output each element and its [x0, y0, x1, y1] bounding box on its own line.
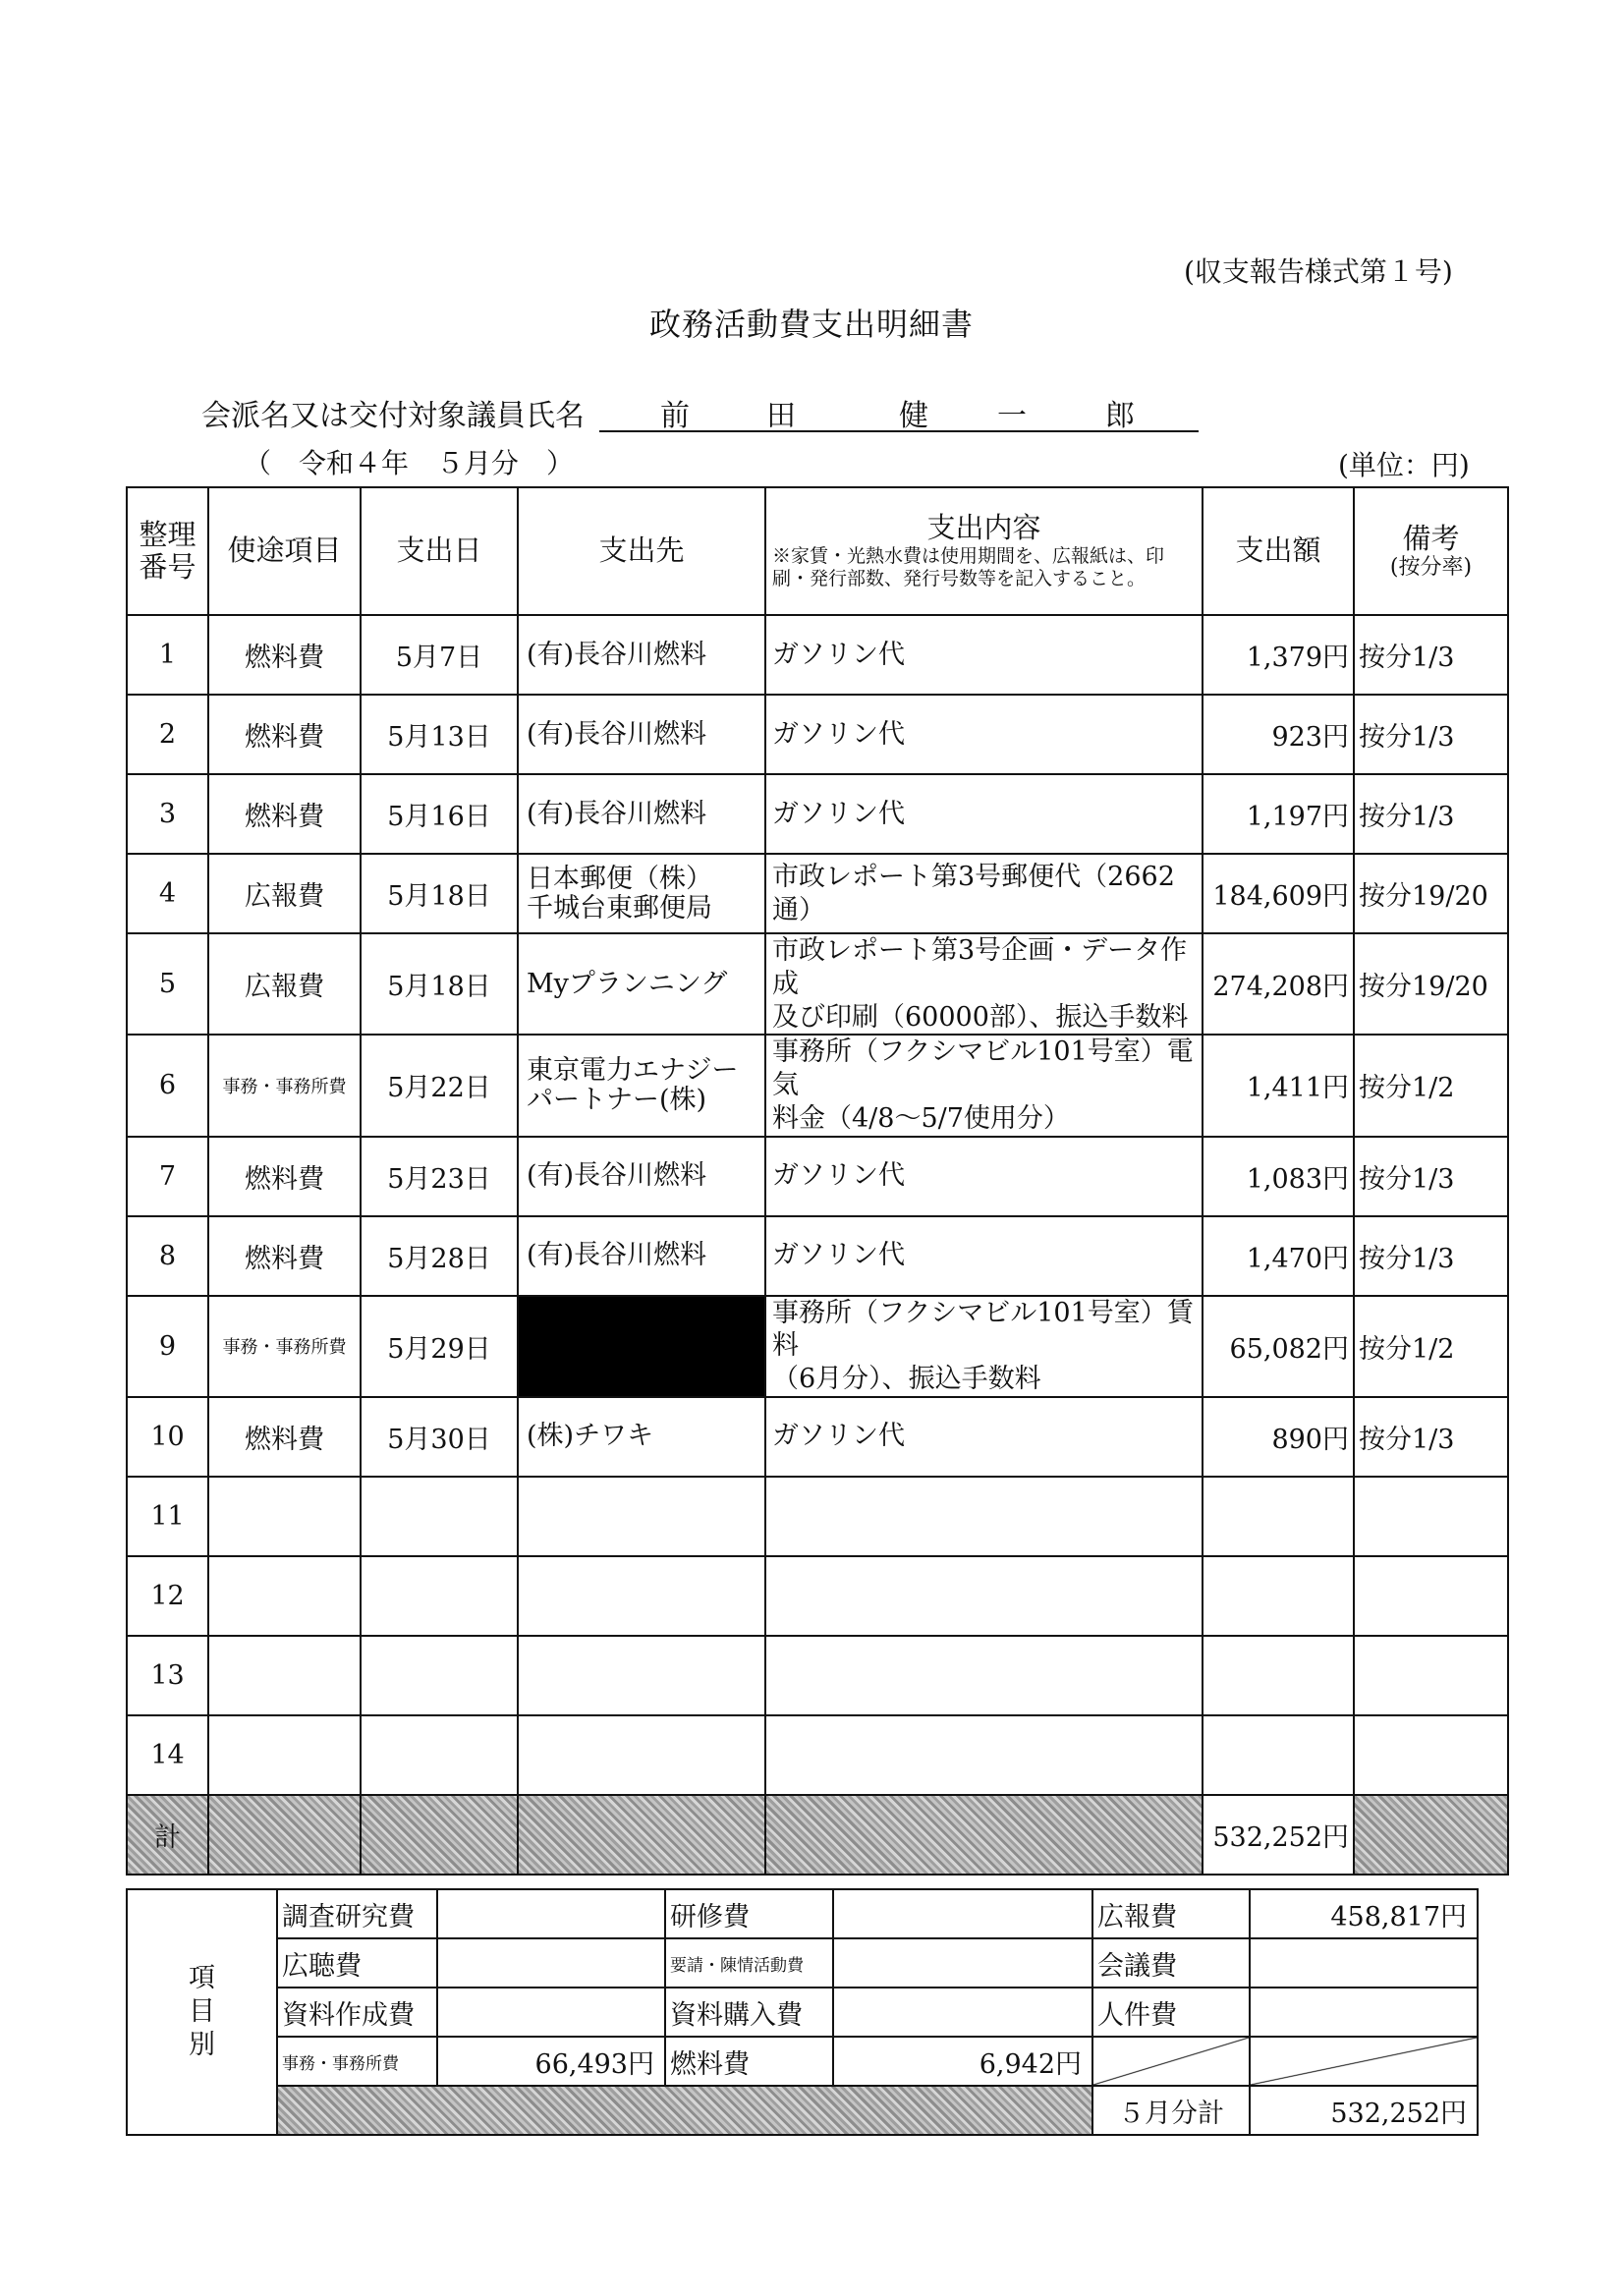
diagonal-blank-cell [1250, 2037, 1478, 2086]
row-date: 5月22日 [361, 1035, 518, 1136]
row-remarks [1354, 1556, 1508, 1636]
row-no: 2 [127, 695, 208, 774]
row-amount [1203, 1556, 1354, 1636]
row-date [361, 1636, 518, 1715]
summary-value: 66,493円 [437, 2037, 665, 2086]
shaded-cell [277, 2086, 1092, 2135]
row-content: 市政レポート第3号企画・データ作成 及び印刷（60000部）、振込手数料 [765, 933, 1203, 1035]
row-payee: (有)長谷川燃料 [518, 615, 765, 695]
row-date: 5月7日 [361, 615, 518, 695]
row-category [208, 1715, 361, 1795]
name-char: 健 [899, 399, 928, 433]
row-remarks: 按分1/2 [1354, 1296, 1508, 1397]
row-date [361, 1556, 518, 1636]
summary-value [833, 1988, 1092, 2037]
row-no: 3 [127, 774, 208, 854]
row-date [361, 1715, 518, 1795]
row-no: 12 [127, 1556, 208, 1636]
summary-value [437, 1889, 665, 1938]
row-remarks: 按分19/20 [1354, 854, 1508, 933]
summary-label: 研修費 [665, 1889, 833, 1938]
summary-label: 事務・事務所費 [277, 2037, 437, 2086]
summary-value: 6,942円 [833, 2037, 1092, 2086]
row-date [361, 1477, 518, 1556]
row-amount: 65,082円 [1203, 1296, 1354, 1397]
row-category [208, 1477, 361, 1556]
summary-row [127, 1988, 1478, 2037]
total-row [127, 1795, 1508, 1875]
row-no: 4 [127, 854, 208, 933]
row-date: 5月18日 [361, 933, 518, 1035]
summary-label: 広報費 [1092, 1889, 1250, 1938]
row-payee [518, 1477, 765, 1556]
col-header-no: 整理番号 [127, 487, 208, 615]
form-number: (収支報告様式第１号) [1184, 255, 1453, 288]
row-payee: Myプランニング [518, 933, 765, 1035]
row-category: 燃料費 [208, 774, 361, 854]
col-header-content [765, 487, 1203, 615]
summary-value [833, 1889, 1092, 1938]
row-date: 5月28日 [361, 1216, 518, 1296]
summary-label: 会議費 [1092, 1938, 1250, 1988]
expense-table [126, 486, 1509, 1876]
table-row [127, 1216, 1508, 1296]
row-content: ガソリン代 [765, 774, 1203, 854]
row-payee [518, 1715, 765, 1795]
row-remarks: 按分1/3 [1354, 695, 1508, 774]
row-amount: 1,411円 [1203, 1035, 1354, 1136]
row-remarks: 按分19/20 [1354, 933, 1508, 1035]
summary-label: 人件費 [1092, 1988, 1250, 2037]
row-content [765, 1636, 1203, 1715]
row-remarks: 按分1/3 [1354, 774, 1508, 854]
table-row [127, 1715, 1508, 1795]
row-date: 5月13日 [361, 695, 518, 774]
row-amount: 274,208円 [1203, 933, 1354, 1035]
summary-row [127, 1938, 1478, 1988]
row-no: 9 [127, 1296, 208, 1397]
row-remarks: 按分1/3 [1354, 1397, 1508, 1477]
row-content [765, 1556, 1203, 1636]
row-category: 燃料費 [208, 1216, 361, 1296]
row-category: 広報費 [208, 854, 361, 933]
category-summary-table [126, 1888, 1479, 2136]
row-date: 5月16日 [361, 774, 518, 854]
shaded-cell [208, 1795, 361, 1875]
row-amount: 923円 [1203, 695, 1354, 774]
row-amount: 1,197円 [1203, 774, 1354, 854]
summary-total-row [127, 2086, 1478, 2135]
row-content: ガソリン代 [765, 615, 1203, 695]
summary-side-label: 項 目 別 [127, 1889, 277, 2135]
row-no: 11 [127, 1477, 208, 1556]
row-payee [518, 1556, 765, 1636]
row-date: 5月29日 [361, 1296, 518, 1397]
member-name [599, 391, 1199, 432]
row-content: 事務所（フクシマビル101号室）賃料 （6月分）、振込手数料 [765, 1296, 1203, 1397]
row-date: 5月18日 [361, 854, 518, 933]
row-payee: 東京電力エナジー パートナー(株) [518, 1035, 765, 1136]
row-category: 燃料費 [208, 615, 361, 695]
row-date: 5月23日 [361, 1137, 518, 1216]
table-row [127, 854, 1508, 933]
row-content: ガソリン代 [765, 1216, 1203, 1296]
row-payee [518, 1636, 765, 1715]
row-amount [1203, 1636, 1354, 1715]
document-title: 政務活動費支出明細書 [648, 306, 974, 343]
shaded-cell [765, 1795, 1203, 1875]
summary-value [1250, 1988, 1478, 2037]
row-no: 5 [127, 933, 208, 1035]
col-header-content-title: 支出内容 [926, 511, 1041, 545]
row-payee: 日本郵便（株） 千城台東郵便局 [518, 854, 765, 933]
table-row [127, 1137, 1508, 1216]
total-label: 計 [127, 1795, 208, 1875]
row-payee: (株)チワキ [518, 1397, 765, 1477]
row-amount: 1,470円 [1203, 1216, 1354, 1296]
summary-label: 要請・陳情活動費 [665, 1938, 833, 1988]
summary-value [437, 1938, 665, 1988]
report-period: （ 令和４年 ５月分 ） [244, 447, 575, 479]
row-content [765, 1715, 1203, 1795]
row-content: ガソリン代 [765, 1397, 1203, 1477]
table-row [127, 1296, 1508, 1397]
name-char: 田 [766, 399, 796, 433]
name-label: 会派名又は交付対象議員氏名 [201, 399, 585, 433]
row-amount: 1,379円 [1203, 615, 1354, 695]
table-row [127, 774, 1508, 854]
name-char: 前 [660, 399, 690, 433]
row-remarks [1354, 1636, 1508, 1715]
row-no: 10 [127, 1397, 208, 1477]
name-char: 一 [997, 399, 1027, 433]
row-category: 燃料費 [208, 1397, 361, 1477]
row-category [208, 1636, 361, 1715]
summary-label: 調査研究費 [277, 1889, 437, 1938]
summary-value [1250, 1938, 1478, 1988]
row-category: 事務・事務所費 [208, 1296, 361, 1397]
row-category: 燃料費 [208, 1137, 361, 1216]
table-row [127, 1477, 1508, 1556]
row-payee: (有)長谷川燃料 [518, 695, 765, 774]
row-amount: 184,609円 [1203, 854, 1354, 933]
month-total-value: 532,252円 [1250, 2086, 1478, 2135]
row-amount: 1,083円 [1203, 1137, 1354, 1216]
table-row [127, 933, 1508, 1035]
col-header-remarks [1354, 487, 1508, 615]
summary-row [127, 1889, 1478, 1938]
unit-label: (単位：円) [1338, 449, 1470, 481]
row-category: 広報費 [208, 933, 361, 1035]
summary-label: 広聴費 [277, 1938, 437, 1988]
row-no: 14 [127, 1715, 208, 1795]
row-no: 7 [127, 1137, 208, 1216]
row-no: 1 [127, 615, 208, 695]
table-row [127, 695, 1508, 774]
row-content: ガソリン代 [765, 695, 1203, 774]
row-payee: (有)長谷川燃料 [518, 1137, 765, 1216]
row-amount [1203, 1477, 1354, 1556]
summary-label: 資料作成費 [277, 1988, 437, 2037]
table-row [127, 1397, 1508, 1477]
col-header-remarks-title: 備考 [1402, 521, 1460, 555]
col-header-category: 使途項目 [208, 487, 361, 615]
row-content: 市政レポート第3号郵便代（2662通） [765, 854, 1203, 933]
table-row [127, 1556, 1508, 1636]
diagonal-blank-cell [1092, 2037, 1250, 2086]
summary-value [437, 1988, 665, 2037]
row-category [208, 1556, 361, 1636]
shaded-cell [361, 1795, 518, 1875]
row-remarks: 按分1/3 [1354, 1137, 1508, 1216]
col-header-remarks-sub: (按分率) [1389, 555, 1473, 581]
row-no: 6 [127, 1035, 208, 1136]
summary-value [833, 1938, 1092, 1988]
col-header-amount: 支出額 [1203, 487, 1354, 615]
row-category: 事務・事務所費 [208, 1035, 361, 1136]
row-payee: (有)長谷川燃料 [518, 1216, 765, 1296]
summary-value: 458,817円 [1250, 1889, 1478, 1938]
table-row [127, 615, 1508, 695]
row-remarks: 按分1/3 [1354, 615, 1508, 695]
table-row [127, 1636, 1508, 1715]
summary-label: 燃料費 [665, 2037, 833, 2086]
row-category: 燃料費 [208, 695, 361, 774]
row-amount [1203, 1715, 1354, 1795]
table-row [127, 1035, 1508, 1136]
row-content: 事務所（フクシマビル101号室）電気 料金（4/8〜5/7使用分） [765, 1035, 1203, 1136]
total-amount: 532,252円 [1203, 1795, 1354, 1875]
row-no: 13 [127, 1636, 208, 1715]
month-total-label: ５月分計 [1092, 2086, 1250, 2135]
row-amount: 890円 [1203, 1397, 1354, 1477]
summary-label: 資料購入費 [665, 1988, 833, 2037]
redacted-payee [518, 1296, 765, 1397]
col-header-content-note: ※家賃・光熱水費は使用期間を、広報紙は、印刷・発行部数、発行号数等を記入すること。 [772, 544, 1165, 589]
shaded-cell [1354, 1795, 1508, 1875]
table-header-row [127, 487, 1508, 615]
row-remarks [1354, 1715, 1508, 1795]
name-char: 郎 [1105, 399, 1135, 433]
row-remarks: 按分1/3 [1354, 1216, 1508, 1296]
shaded-cell [518, 1795, 765, 1875]
row-date: 5月30日 [361, 1397, 518, 1477]
summary-row [127, 2037, 1478, 2086]
row-payee: (有)長谷川燃料 [518, 774, 765, 854]
col-header-date: 支出日 [361, 487, 518, 615]
row-no: 8 [127, 1216, 208, 1296]
row-remarks: 按分1/2 [1354, 1035, 1508, 1136]
row-remarks [1354, 1477, 1508, 1556]
row-content: ガソリン代 [765, 1137, 1203, 1216]
row-content [765, 1477, 1203, 1556]
col-header-payee: 支出先 [518, 487, 765, 615]
